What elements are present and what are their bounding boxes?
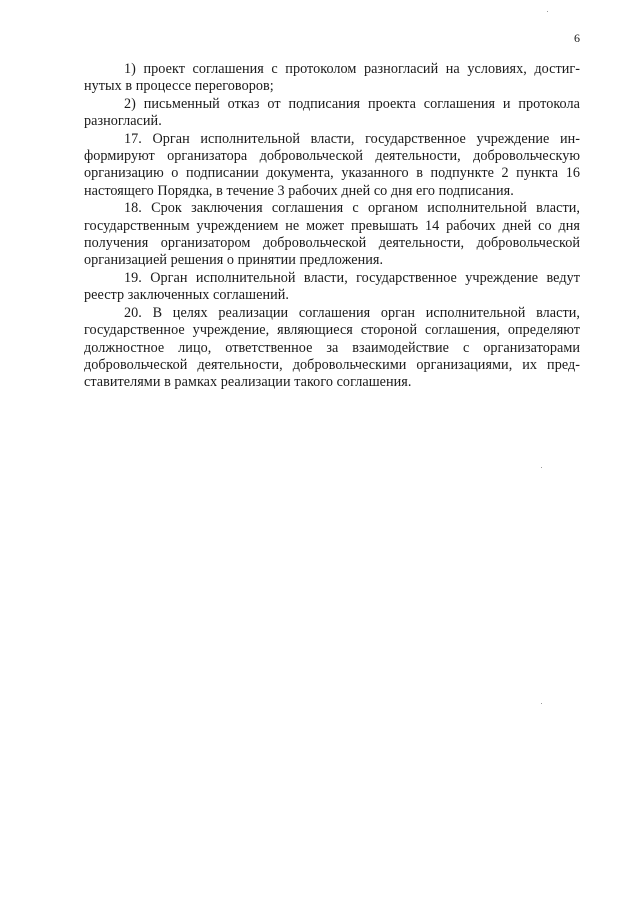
document-body — [84, 61, 580, 392]
scan-speck — [547, 11, 548, 12]
paragraph-20: 20. В целях реализации соглашения орган исполнительной власти, государственное учреждение, являющиеся стороной соглашения, определяют должностное лицо, ответственное за взаимодействие с организаторами добровольческой деятельности, добровольческими организациями, их представителями в рамках реализации такого соглашения. — [84, 304, 580, 391]
paragraph-17: 17. Орган исполнительной власти, государственное учреждение информируют организатора добровольческой деятельности, добровольческую организацию о подписании документа, указанного в подпункте 2 пункта 16 настоящего Порядка, в течение 3 рабочих дней со дня его подписания. — [84, 130, 580, 199]
paragraph-subitem-1: 1) проект соглашения с протоколом разногласий на условиях, достигнутых в процессе переговоров; — [84, 61, 580, 95]
page-number: 6 — [574, 31, 580, 45]
scan-speck — [541, 467, 542, 468]
paragraph-19: 19. Орган исполнительной власти, государственное учреждение ведут реестр заключенных соглашений. — [84, 269, 580, 304]
scan-speck — [541, 703, 542, 704]
paragraph-18: 18. Срок заключения соглашения с органом исполнительной власти, государственным учреждением не может превышать 14 рабочих дней со дня получения организатором добровольческой деятельности, добровольческой организацией решения о принятии предложения. — [84, 200, 580, 269]
paragraph-subitem-2: 2) письменный отказ от подписания проекта соглашения и протокола разногласий. — [84, 95, 580, 130]
